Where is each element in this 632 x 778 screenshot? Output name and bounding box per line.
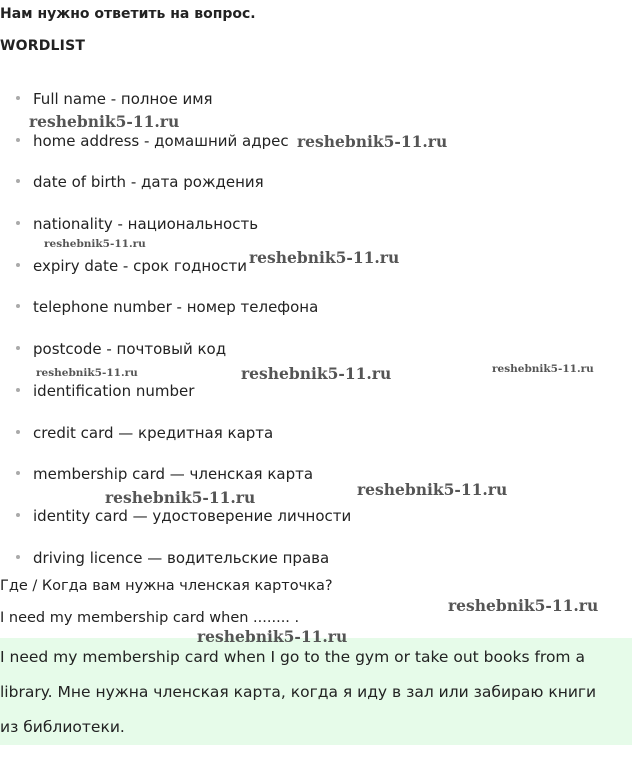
watermark: reshebnik5-11.ru xyxy=(241,364,392,383)
bullet-icon xyxy=(16,221,20,225)
list-item-text: telephone number - номер телефона xyxy=(33,298,319,317)
list-item-text: identification number xyxy=(33,381,195,400)
list-item xyxy=(0,378,351,420)
bullet-icon xyxy=(16,138,20,142)
watermark: reshebnik5-11.ru xyxy=(249,248,400,267)
list-item-text: credit card — кредитная карта xyxy=(33,423,274,442)
watermark: reshebnik5-11.ru xyxy=(357,480,508,499)
list-item-text: home address - домашний адрес xyxy=(33,131,289,150)
bullet-icon xyxy=(16,430,20,434)
list-item-text: postcode - почтовый код xyxy=(33,340,227,359)
bullet-icon xyxy=(16,263,20,267)
bullet-icon xyxy=(16,96,20,100)
page-heading: Нам нужно ответить на вопрос. xyxy=(0,6,256,22)
answer-box xyxy=(0,638,632,745)
word-list xyxy=(0,86,351,586)
list-item xyxy=(0,503,351,545)
list-item xyxy=(0,420,351,462)
list-item-text: membership card — членская карта xyxy=(33,465,314,484)
list-item-text: nationality - национальность xyxy=(33,215,259,234)
list-item-text: identity card — удостоверение личности xyxy=(33,506,352,525)
watermark: reshebnik5-11.ru xyxy=(297,132,448,151)
bullet-icon xyxy=(16,346,20,350)
watermark: reshebnik5-11.ru xyxy=(29,112,180,131)
list-item-text: driving licence — водительские права xyxy=(33,548,330,567)
watermark: reshebnik5-11.ru xyxy=(448,596,599,615)
watermark: reshebnik5-11.ru xyxy=(36,367,138,379)
bullet-icon xyxy=(16,388,20,392)
list-item xyxy=(0,294,351,336)
prompt-text: I need my membership card when ........ . xyxy=(0,610,300,626)
watermark: reshebnik5-11.ru xyxy=(105,488,256,507)
bullet-icon xyxy=(16,513,20,517)
bullet-icon xyxy=(16,471,20,475)
watermark: reshebnik5-11.ru xyxy=(197,627,348,646)
wordlist-title: WORDLIST xyxy=(0,38,86,54)
bullet-icon xyxy=(16,304,20,308)
question-text: Где / Когда вам нужна членская карточка? xyxy=(0,578,333,594)
list-item-text: expiry date - срок годности xyxy=(33,256,248,275)
list-item xyxy=(0,169,351,211)
list-item-text: date of birth - дата рождения xyxy=(33,173,264,192)
answer-line-1: I need my membership card when I go to the gym or take out books from a xyxy=(0,648,585,666)
bullet-icon xyxy=(16,179,20,183)
watermark: reshebnik5-11.ru xyxy=(492,363,594,375)
answer-line-2: library. Мне нужна членская карта, когда я иду в зал или забираю книги xyxy=(0,683,597,701)
list-item-text: Full name - полное имя xyxy=(33,90,213,108)
watermark: reshebnik5-11.ru xyxy=(44,238,146,250)
bullet-icon xyxy=(16,555,20,559)
answer-line-3: из библиотеки. xyxy=(0,718,125,736)
